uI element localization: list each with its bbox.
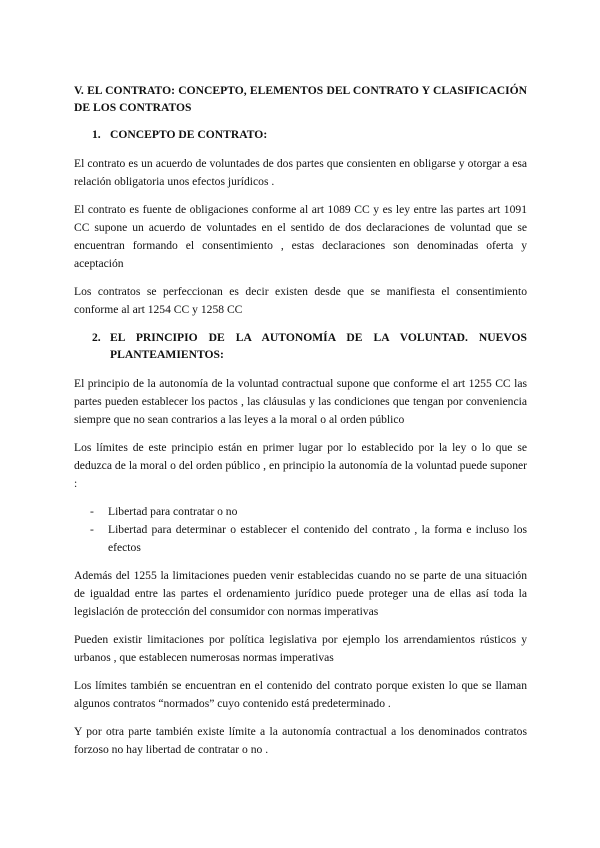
list-item-text: Libertad para contratar o no bbox=[108, 505, 238, 518]
section-1-title: CONCEPTO DE CONTRATO: bbox=[110, 128, 268, 141]
section-2-heading bbox=[74, 329, 527, 363]
document-title: V. EL CONTRATO: CONCEPTO, ELEMENTOS DEL CONTRATO Y CLASIFICACIÓN DE LOS CONTRATOS bbox=[74, 84, 527, 114]
section-2-paragraph-1: El principio de la autonomía de la voluntad contractual supone que conforme el art 1255 CC las partes pueden establecer los pactos , las cláusulas y las condiciones que tengan por conveniencia siempre que no sean contrarios a las leyes a la moral o al orden público bbox=[74, 377, 527, 426]
list-item-text: Libertad para determinar o establecer el contenido del contrato , la forma e incluso los efectos bbox=[108, 523, 527, 554]
dash-bullet: - bbox=[90, 523, 94, 536]
section-2-title: EL PRINCIPIO DE LA AUTONOMÍA DE LA VOLUNTAD. NUEVOS PLANTEAMIENTOS: bbox=[110, 331, 527, 361]
document-page bbox=[74, 82, 527, 769]
section-1-paragraph-3: Los contratos se perfeccionan es decir existen desde que se manifiesta el consentimiento conforme al art 1254 CC y 1258 CC bbox=[74, 285, 527, 316]
section-1-paragraph-1: El contrato es un acuerdo de voluntades de dos partes que consienten en obligarse y otorgar a esa relación obligatoria unos efectos jurídicos . bbox=[74, 157, 527, 188]
section-2-paragraph-4: Pueden existir limitaciones por política legislativa por ejemplo los arrendamientos rústicos y urbanos , que establecen numerosas normas imperativas bbox=[74, 633, 527, 664]
section-2-number: 2. bbox=[92, 331, 101, 344]
section-2-paragraph-3: Además del 1255 la limitaciones pueden venir establecidas cuando no se parte de una situación de igualdad entre las partes el ordenamiento jurídico puede proteger una de ellas así toda la legislación de protección del consumidor con normas imperativas bbox=[74, 569, 527, 618]
section-2-paragraph-5: Los límites también se encuentran en el contenido del contrato porque existen lo que se llaman algunos contratos “normados” cuyo contenido está predeterminado . bbox=[74, 679, 527, 710]
list-item bbox=[90, 521, 527, 557]
section-1-paragraph-2: El contrato es fuente de obligaciones conforme al art 1089 CC y es ley entre las partes art 1091 CC supone un acuerdo de voluntades en el sentido de dos declaraciones de voluntad que se encuentran formando el consentimiento , estas declaraciones son denominadas oferta y aceptación bbox=[74, 203, 527, 270]
section-1-heading bbox=[74, 126, 527, 143]
list-item bbox=[90, 503, 527, 521]
section-1-number: 1. bbox=[92, 128, 101, 141]
section-2-paragraph-6: Y por otra parte también existe límite a la autonomía contractual a los denominados contratos forzoso no hay libertad de contratar o no . bbox=[74, 725, 527, 756]
autonomy-list bbox=[74, 503, 527, 557]
dash-bullet: - bbox=[90, 505, 94, 518]
section-2-paragraph-2: Los límites de este principio están en primer lugar por lo establecido por la ley o lo que se deduzca de la moral o del orden público , en principio la autonomía de la voluntad puede suponer : bbox=[74, 441, 527, 490]
